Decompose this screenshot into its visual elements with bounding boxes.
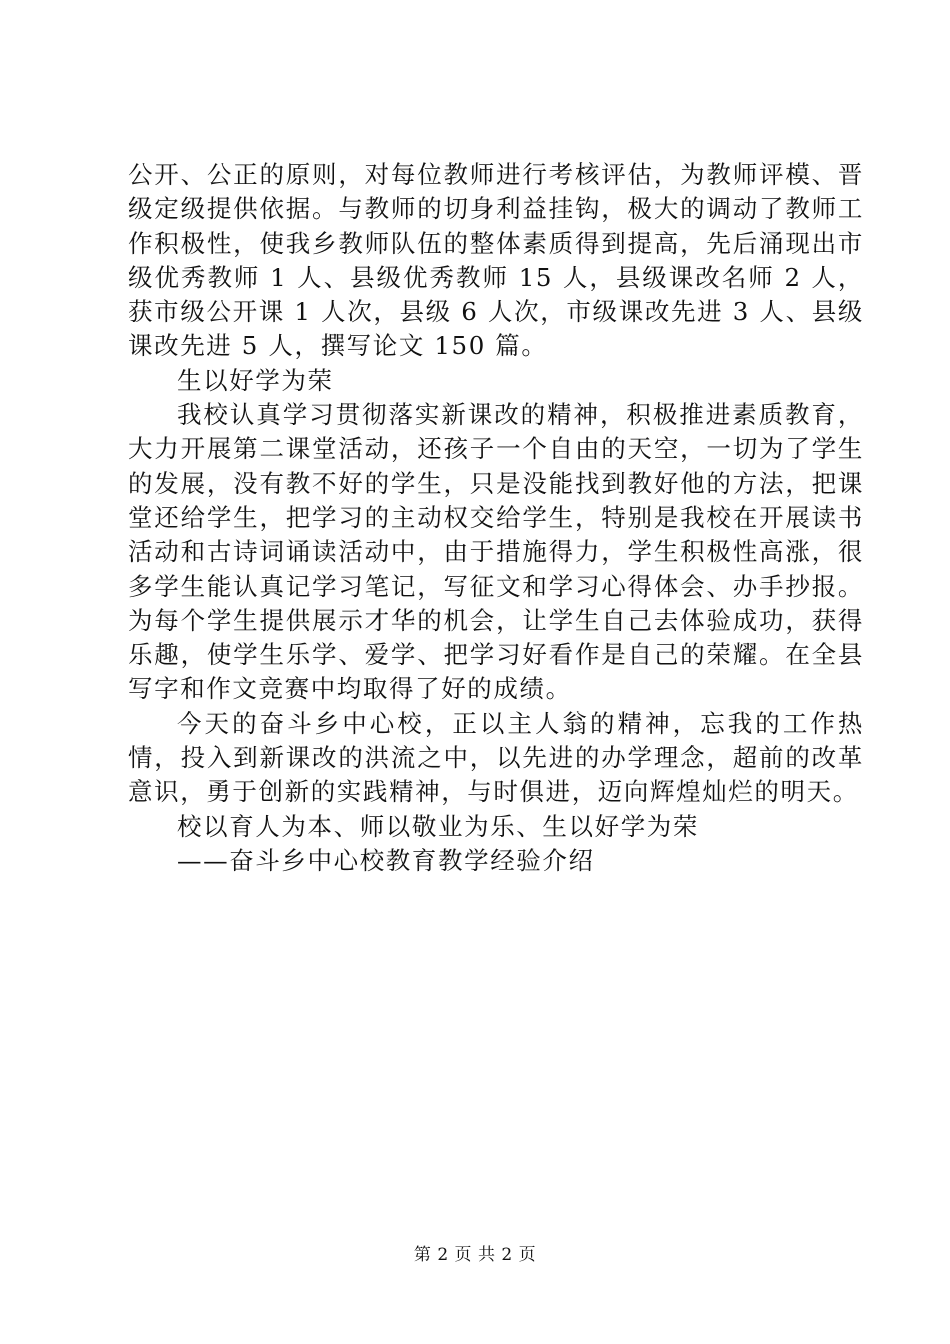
paragraph-school-outlook: 今天的奋斗乡中心校，正以主人翁的精神，忘我的工作热情，投入到新课改的洪流之中，以先进的办学理念，超前的改革意识，勇于创新的实践精神，与时俱进，迈向辉煌灿烂的明天。 bbox=[128, 708, 864, 807]
closing-subtitle: ——奋斗乡中心校教育教学经验介绍 bbox=[177, 845, 595, 875]
section-heading-students: 生以好学为荣 bbox=[177, 365, 334, 395]
paragraph-student-activities: 我校认真学习贯彻落实新课改的精神，积极推进素质教育，大力开展第二课堂活动，还孩子一个自由的天空，一切为了学生的发展，没有教不好的学生，只是没能找到教好他的方法，把课堂还给学生，把学习的主动权交给学生，特别是我校在开展读书活动和古诗词诵读活动中，由于措施得力，学生积极性高涨，很多学生能认真记学习笔记，写征文和学习心得体会、办手抄报。为每个学生提供展示才华的机会，让学生自己去体验成功，获得乐趣，使学生乐学、爱学、把学习好看作是自己的荣耀。在全县写字和作文竞赛中均取得了好的成绩。 bbox=[128, 400, 864, 704]
paragraph-teacher-evaluation: 公开、公正的原则，对每位教师进行考核评估，为教师评模、晋级定级提供依据。与教师的切身利益挂钩，极大的调动了教师工作积极性，使我乡教师队伍的整体素质得到提高，先后涌现出市级优秀教师 1 人、县级优秀教师 15 人，县级课改名师 2 人，获市级公开课 1 人次，县级 6 人次，市级课改先进 3 人、县级课改先进 5 人，撰写论文 150 篇。 bbox=[128, 160, 864, 361]
page-number-footer: 第 2 页 共 2 页 bbox=[413, 1245, 537, 1265]
closing-title: 校以育人为本、师以敬业为乐、生以好学为荣 bbox=[177, 811, 699, 841]
document-body bbox=[128, 158, 864, 878]
